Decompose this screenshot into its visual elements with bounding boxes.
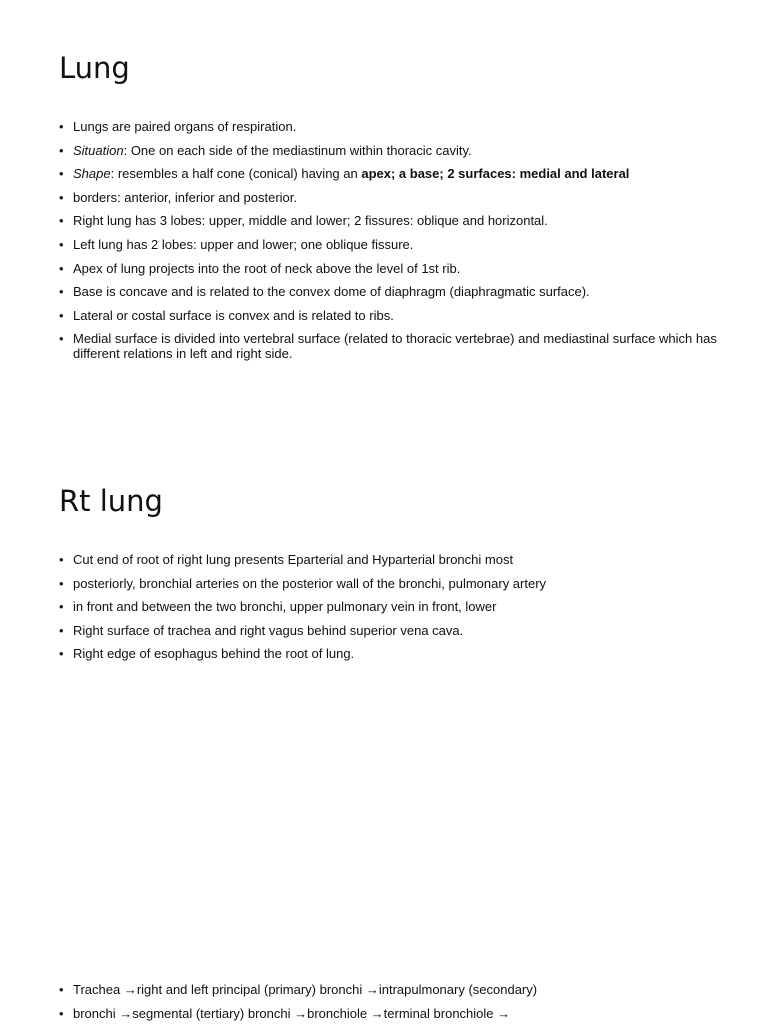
- lung-bullet-8: • Base is concave and is related to the convex dome of diaphragm (diaphragmatic surface).: [59, 284, 739, 299]
- rt-lung-bullet-1: • Cut end of root of right lung presents Eparterial and Hyparterial bronchi most: [59, 552, 739, 567]
- rt-lung-bullet-2: • posteriorly, bronchial arteries on the posterior wall of the bronchi, pulmonary artery: [59, 576, 739, 591]
- lung-bullet-list: [59, 119, 739, 361]
- lung-bullet-6: • Left lung has 2 lobes: upper and lower; one oblique fissure.: [59, 237, 739, 252]
- lung-bullet-3: • Shape: resembles a half cone (conical) having an apex; a base; 2 surfaces: medial and lateral: [59, 166, 739, 181]
- rt-lung-section: [59, 483, 739, 670]
- situation-label: Situation: [73, 142, 124, 158]
- airway-bullet-1: • Trachea →right and left principal (primary) bronchi →intrapulmonary (secondary): [59, 982, 739, 997]
- airway-bullet-2: • bronchi →segmental (tertiary) bronchi →bronchiole →terminal bronchiole →: [59, 1006, 739, 1021]
- shape-label: Shape: [73, 166, 111, 182]
- rt-lung-bullet-5: • Right edge of esophagus behind the root of lung.: [59, 646, 739, 661]
- shape-bold-text: apex; a base; 2 surfaces: medial and lateral: [361, 166, 630, 182]
- airway-section: [59, 982, 739, 1029]
- airway-bullet-list: [59, 982, 739, 1021]
- rt-lung-section-title: Rt lung: [59, 484, 163, 518]
- lung-bullet-9: • Lateral or costal surface is convex and is related to ribs.: [59, 308, 739, 323]
- lung-bullet-1: • Lungs are paired organs of respiration.: [59, 119, 739, 134]
- rt-lung-bullet-list: [59, 552, 739, 661]
- lung-section-title: Lung: [59, 51, 130, 85]
- lung-bullet-7: • Apex of lung projects into the root of neck above the level of 1st rib.: [59, 261, 739, 276]
- lung-bullet-5: • Right lung has 3 lobes: upper, middle and lower; 2 fissures: oblique and horizontal.: [59, 213, 739, 228]
- lung-bullet-4: • borders: anterior, inferior and posterior.: [59, 190, 739, 205]
- rt-lung-bullet-3: • in front and between the two bronchi, upper pulmonary vein in front, lower: [59, 599, 739, 614]
- rt-lung-bullet-4: • Right surface of trachea and right vagus behind superior vena cava.: [59, 623, 739, 638]
- lung-bullet-2: • Situation: One on each side of the mediastinum within thoracic cavity.: [59, 143, 739, 158]
- lung-section: [59, 50, 739, 370]
- lung-bullet-10: • Medial surface is divided into vertebral surface (related to thoracic vertebrae) and mediastinal surface which has different relations in left and right side.: [59, 331, 739, 361]
